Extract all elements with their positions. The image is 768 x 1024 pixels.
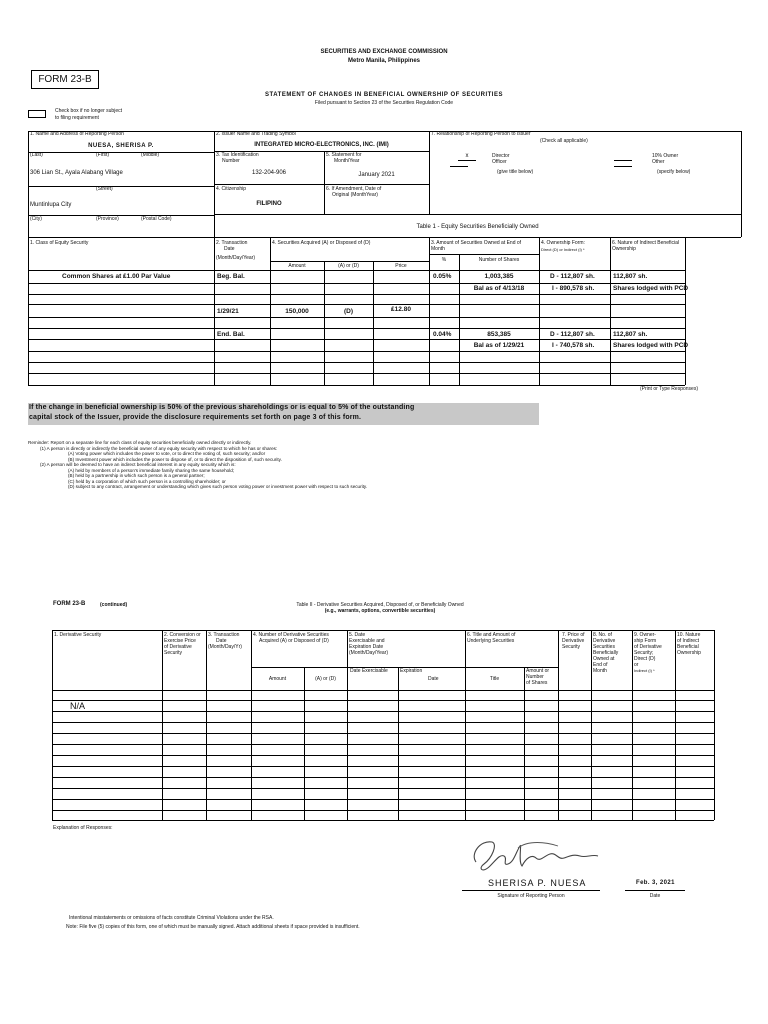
field6-label-a: 6. If Amendment, Date of bbox=[326, 186, 382, 192]
t1-r4-form: D - 112,807 sh. bbox=[550, 331, 595, 338]
field1-label: 1. Name and Address of Reporting Person bbox=[30, 131, 124, 137]
reporting-person-name: NUESA, SHERISA P. bbox=[88, 143, 154, 149]
t1-r4-nature: 112,807 sh. bbox=[613, 331, 648, 338]
t1-r4-pct: 0.04% bbox=[433, 331, 452, 338]
notice-band bbox=[28, 403, 539, 425]
table1-title: Table 1 - Equity Securities Beneficially Owned bbox=[416, 224, 539, 230]
t1-r5-shares: Bal as of 1/29/21 bbox=[473, 342, 525, 349]
reminder-line: Reminder: Report on a separate line for each class of equity securities beneficially owned directly or indirectly. bbox=[28, 440, 252, 445]
city-value: Muntinlupa City bbox=[30, 202, 72, 208]
t1-col-price: Price bbox=[395, 263, 407, 269]
field7-label: 7. Relationship of Reporting Person to Issuer bbox=[431, 131, 531, 137]
reminder-block bbox=[28, 440, 367, 490]
table2-subtitle: (e.g., warrants, options, convertible securities) bbox=[324, 608, 436, 614]
field3-label-b: Number bbox=[222, 158, 240, 164]
t2-col-derivative: 1. Derivative Security bbox=[54, 632, 102, 638]
t1-col-shares: Number of Shares bbox=[478, 257, 520, 263]
form-label-continued: FORM 23-B bbox=[53, 601, 86, 607]
t1-col-form-b: Direct (D) or Indirect (I) * bbox=[541, 247, 585, 252]
officer-label: Officer bbox=[492, 159, 507, 165]
footer-note: Note: File five (5) copies of this form, one of which must be manually signed. Attach additional sheets if space provided is insufficient. bbox=[66, 924, 360, 930]
continued-label: (continued) bbox=[100, 602, 128, 608]
ten-pct-owner-checkbox[interactable] bbox=[614, 160, 632, 161]
postal-code-label: (Postal Code) bbox=[141, 216, 172, 222]
t2-sub-expiration: Expiration bbox=[400, 668, 423, 674]
other-label: Other bbox=[652, 159, 665, 165]
t2-sub-exercisable: Date Exercisable bbox=[350, 668, 388, 674]
t1-col-acquired: 4. Securities Acquired (A) or Disposed of (D) bbox=[272, 240, 371, 246]
t1-r3-ad: (D) bbox=[343, 308, 354, 315]
t1-r5-nature: Shares lodged with PCD bbox=[613, 342, 689, 349]
reminder-line: (A) held by members of a person's immediate family sharing the same household; bbox=[68, 467, 235, 473]
province-label: (Province) bbox=[96, 216, 119, 222]
statement-month: January 2021 bbox=[358, 172, 395, 178]
t2-col-ownership-form: 9. Owner- ship Form of Derivative Security; Direct (D) or Indirect (I) * bbox=[634, 632, 662, 673]
footer-warning: Intentional misstatements or omissions of facts constitute Criminal Violations under the RSA. bbox=[69, 915, 274, 921]
field3-label-a: 3. Tax Identification bbox=[216, 152, 259, 158]
t2-sub-ad: (A) or (D) bbox=[315, 676, 336, 682]
t1-r3-date: 1/29/21 bbox=[217, 308, 239, 315]
t1-col-owned-b: Month bbox=[431, 246, 445, 252]
t2-col-nature: 10. Nature of Indirect Beneficial Ownership bbox=[677, 632, 701, 656]
t1-col-nature-a: 6. Nature of Indirect Beneficial bbox=[612, 240, 679, 246]
t1-r1-pct: 0.05% bbox=[433, 273, 452, 280]
reminder-line: (2) A person will be deemed to have an indirect beneficial interest in any equity security which is: bbox=[40, 462, 236, 467]
t2-col-price: 7. Price of Derivative Security bbox=[562, 632, 585, 650]
t2-col-owned: 8. No. of Derivative Securities Beneficially Owned at End of Month bbox=[593, 632, 619, 674]
t2-sub-amount-shares: Amount or Number of Shares bbox=[526, 668, 550, 686]
table2-title: Table II - Derivative Securities Acquired, Disposed of, or Beneficially Owned bbox=[296, 602, 464, 608]
t1-r1-class: Common Shares at ₤1.00 Par Value bbox=[62, 273, 171, 280]
t1-r1-date: Beg. Bal. bbox=[217, 273, 245, 280]
reminder-line: (1) A person is directly or indirectly the beneficial owner of any equity security with respect to which he has or shares: bbox=[40, 445, 278, 451]
t2-col-transaction: 3. Transaction Date (Month/Day/Yr) bbox=[208, 632, 242, 650]
t2-col-conversion: 2. Conversion or Exercise Price of Derivative Security bbox=[164, 632, 201, 656]
t1-r4-shares: 853,385 bbox=[487, 331, 511, 338]
agency-location: Metro Manila, Philippines bbox=[347, 58, 420, 64]
t1-r1-nature: 112,807 sh. bbox=[613, 273, 648, 280]
t2-sub-date: Date bbox=[428, 676, 439, 682]
reminder-line: (B) Investment power which includes the power to dispose of, or to direct the disposition of, such security. bbox=[68, 456, 282, 462]
t2-na: N/A bbox=[70, 701, 86, 711]
t1-col-pct: % bbox=[441, 257, 447, 263]
field6-label-b: Original (MonthYear) bbox=[332, 192, 378, 198]
field4-label: 4. Citizenship bbox=[216, 186, 247, 192]
t2-col-title-amount: 6. Title and Amount of Underlying Securities bbox=[467, 632, 516, 644]
notice-line-2: capital stock of the Issuer, provide the disclosure requirements set forth on page 3 of this form. bbox=[29, 414, 362, 421]
form-title: STATEMENT OF CHANGES IN BENEFICIAL OWNERSHIP OF SECURITIES bbox=[265, 92, 503, 98]
reminder-line: (C) held by a corporation of which such person is a controlling shareholder; or bbox=[68, 478, 226, 484]
give-title-label: (give title below) bbox=[497, 169, 534, 175]
form-label: FORM 23-B bbox=[38, 74, 92, 85]
form-subtitle: Filed pursuant to Section 23 of the Securities Regulation Code bbox=[314, 100, 454, 106]
no-longer-subject-checkbox[interactable] bbox=[28, 110, 46, 118]
t1-r2-shares: Bal as of 4/13/18 bbox=[473, 285, 525, 292]
t2-sub-amount: Amount bbox=[268, 676, 287, 682]
reminder-line: (B) held by a partnership in which such person is a general partner; bbox=[68, 473, 205, 478]
officer-checkbox[interactable] bbox=[450, 166, 468, 167]
t1-col-amount: Amount bbox=[288, 263, 306, 269]
t1-r2-form: I - 890,578 sh. bbox=[552, 285, 595, 292]
first-label: (First) bbox=[96, 152, 110, 158]
t2-col-dates: 5. Date Exercisable and Expiration Date (Month/Day/Year) bbox=[349, 632, 388, 656]
other-checkbox[interactable] bbox=[614, 166, 632, 167]
t1-r1-form: D - 112,807 sh. bbox=[550, 273, 595, 280]
t1-col-date-b: Date bbox=[224, 246, 235, 252]
t1-col-owned-a: 3. Amount of Securities Owned at End of bbox=[431, 240, 522, 246]
t1-r3-price: ₤12.80 bbox=[391, 306, 411, 313]
t1-r4-date: End. Bal. bbox=[217, 331, 245, 338]
citizenship-value: FILIPINO bbox=[256, 201, 282, 207]
tin-value: 132-204-906 bbox=[251, 170, 287, 176]
field2-label: 2. Issuer Name and Trading Symbol bbox=[216, 131, 296, 137]
print-note: (Print or Type Responses) bbox=[640, 386, 698, 392]
t2-sub-title: Title bbox=[489, 676, 500, 682]
form-label-box bbox=[31, 70, 99, 89]
date-caption: Date bbox=[649, 893, 661, 899]
last-label: (Last) bbox=[30, 152, 43, 158]
t1-col-nature-b: Ownership bbox=[612, 246, 636, 252]
signature-image bbox=[462, 832, 612, 878]
checkbox-label-2: to filing requirement bbox=[55, 115, 99, 121]
field5-label-a: 5. Statement for bbox=[326, 152, 362, 158]
street-label: (Street) bbox=[96, 186, 113, 192]
agency-name: SECURITIES AND EXCHANGE COMMISSION bbox=[320, 49, 448, 55]
t1-col-class: 1. Class of Equity Security bbox=[30, 240, 89, 246]
ten-pct-owner-label: 10% Owner bbox=[652, 153, 679, 159]
t1-r2-nature: Shares lodged with PCD bbox=[613, 285, 689, 292]
t1-r1-shares: 1,003,385 bbox=[484, 273, 514, 280]
issuer-name: INTEGRATED MICRO-ELECTRONICS, INC. (IMI) bbox=[254, 142, 389, 148]
field5-label-b: Month/Year bbox=[334, 158, 360, 164]
check-all-label: (Check all applicable) bbox=[540, 138, 588, 144]
checkbox-label-1: Check box if no longer subject bbox=[55, 108, 122, 114]
t1-col-date-a: 2. Transaction bbox=[216, 240, 248, 246]
explanation-label: Explanation of Responses: bbox=[53, 825, 113, 831]
t1-col-ad: (A) or (D) bbox=[338, 263, 359, 269]
city-label: (City) bbox=[30, 216, 42, 222]
director-mark: x bbox=[458, 153, 476, 161]
director-checkbox[interactable] bbox=[458, 153, 476, 161]
t1-col-date-c: (Month/Day/Year) bbox=[216, 255, 255, 261]
notice-line-1: If the change in beneficial ownership is 50% of the previous shareholdings or is equal to 5% of the outstanding bbox=[29, 404, 415, 411]
signer-name: SHERISA P. NUESA bbox=[488, 878, 587, 888]
director-label: Director bbox=[492, 153, 510, 159]
signature-date: Feb. 3, 2021 bbox=[636, 880, 675, 886]
specify-label: (specify below) bbox=[657, 169, 691, 175]
t1-r5-form: I - 740,578 sh. bbox=[552, 342, 595, 349]
middle-label: (Middle) bbox=[141, 152, 160, 158]
street-address: 306 Lian St., Ayala Alabang Village bbox=[30, 170, 123, 176]
t1-col-form-a: 4. Ownership Form: bbox=[541, 240, 585, 246]
t1-r3-amount: 150,000 bbox=[285, 308, 309, 315]
reminder-line: (A) Voting power which includes the power to vote, or to direct the voting of, such security; and/or bbox=[68, 451, 266, 456]
t2-col-number: 4. Number of Derivative Securities Acquired (A) or Disposed of (D) bbox=[253, 632, 329, 644]
reminder-line: (D) subject to any contract, arrangement or understanding which gives such person voting power or investment power with respect to such security. bbox=[68, 484, 368, 489]
signature-caption: Signature of Reporting Person bbox=[497, 893, 565, 899]
